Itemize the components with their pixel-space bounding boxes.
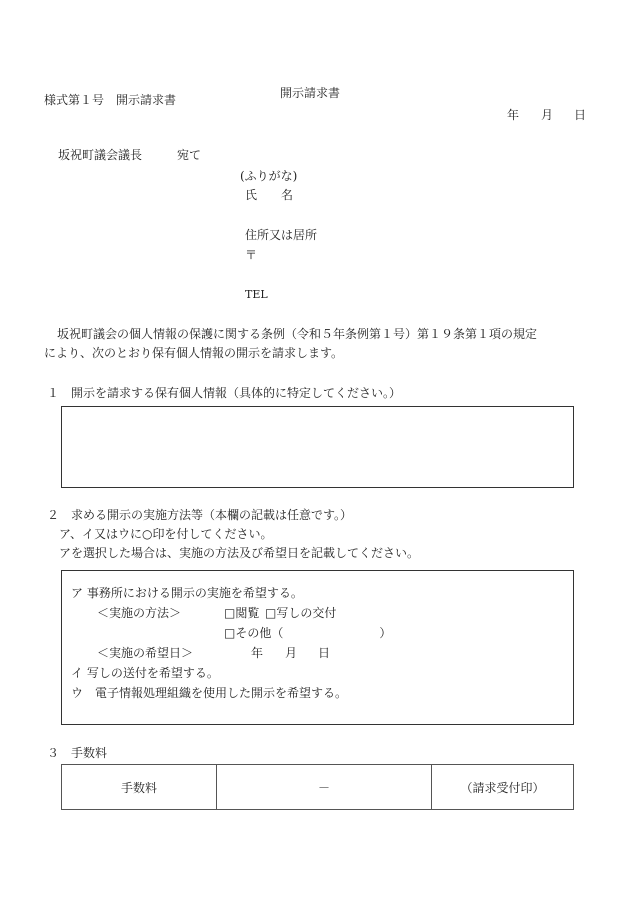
intro-line-1: 坂祝町議会の個人情報の保護に関する条例（令和５年条例第１号）第１９条第１項の規定 [57,327,538,341]
addressee-name: 坂祝町議会議長 [58,148,143,162]
name-label: 氏 名 [245,188,294,202]
desired-date-day[interactable]: 日 [318,646,331,660]
intro-line-2: により、次のとおり保有個人情報の開示を請求します。 [44,346,344,360]
postal-mark: 〒 [245,248,258,262]
method-label: ＜実施の方法＞ [97,606,182,620]
desired-date-month[interactable]: 月 [285,646,298,660]
option-u-electronic-disclosure[interactable]: ウ 電子情報処理組織を使用した開示を希望する。 [71,686,348,700]
section2-heading: ２ 求める開示の実施方法等（本欄の記載は任意です。） [47,508,353,522]
method-checkbox-copy[interactable]: □写しの交付 [265,606,337,620]
option-i-mail-copy[interactable]: イ 写しの送付を希望する。 [71,666,219,680]
desired-date-year[interactable]: 年 [251,646,264,660]
address-label: 住所又は居所 [245,228,318,242]
tel-label: TEL [245,288,268,301]
addressee-suffix: 宛て [177,148,202,162]
section2-note-2: アを選択した場合は、実施の方法及び希望日を記載してください。 [59,546,420,560]
desired-date-label: ＜実施の希望日＞ [97,646,194,660]
fee-label-cell: 手数料 [62,765,217,809]
date-year-unit: 年 [507,108,520,122]
form-number: 様式第１号 開示請求書 [44,93,177,107]
fee-table [61,764,574,810]
method-checkbox-other[interactable]: □その他（ ） [224,626,392,640]
method-checkbox-view[interactable]: □閲覧 [224,606,260,620]
furigana-label: (ふりがな) [240,169,298,183]
date-day-unit: 日 [574,108,587,122]
fee-value-cell: － [217,765,432,809]
personal-info-input-box[interactable] [61,406,574,488]
page-title: 開示請求書 [280,86,341,100]
section2-note-1: ア、イ又はウに○印を付してください。 [59,527,273,541]
section1-heading: １ 開示を請求する保有個人情報（具体的に特定してください。） [47,386,402,400]
receipt-stamp-cell: （請求受付印） [460,780,545,795]
option-a-office-disclosure[interactable]: ア 事務所における開示の実施を希望する。 [71,586,303,600]
date-month-unit: 月 [541,108,554,122]
section3-heading: ３ 手数料 [47,746,108,760]
